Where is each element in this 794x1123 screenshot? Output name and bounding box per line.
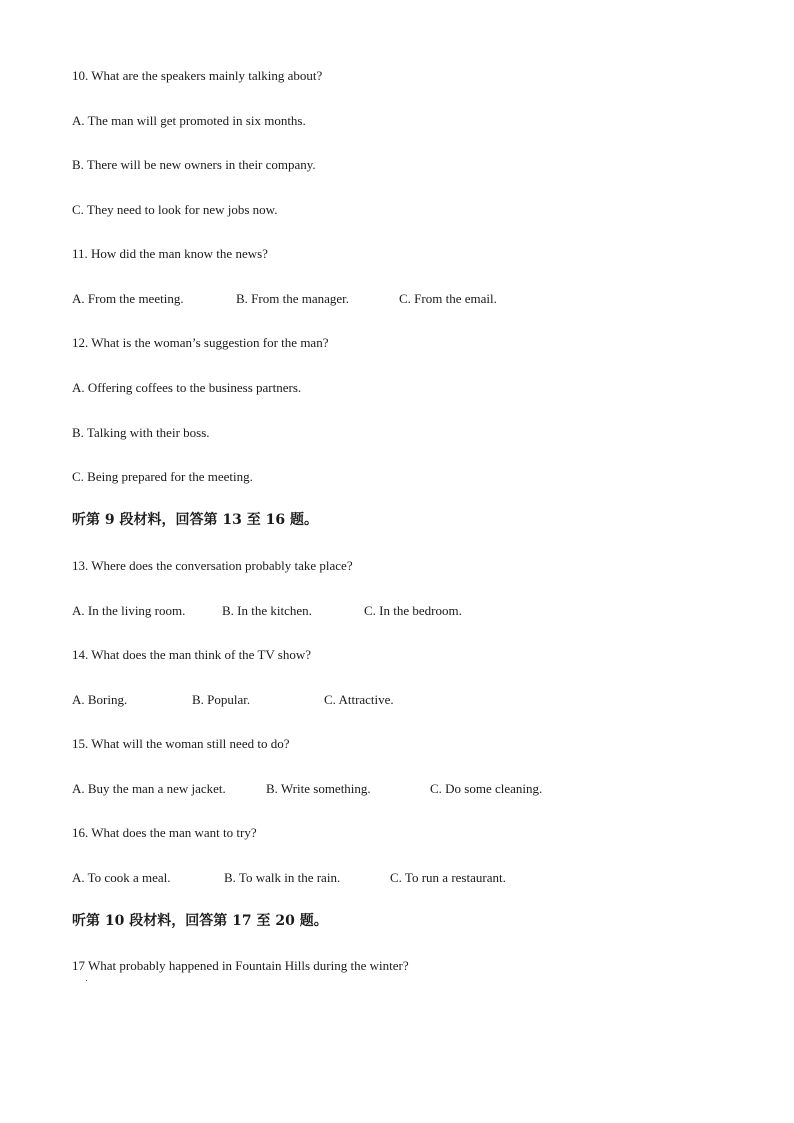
question-15-options bbox=[0, 781, 794, 797]
question-12-option-b: B. Talking with their boss. bbox=[72, 425, 210, 440]
question-13-option-b: B. In the kitchen. bbox=[222, 603, 312, 618]
question-11-option-a: A. From the meeting. bbox=[72, 291, 184, 306]
question-16-stem: 16. What does the man want to try? bbox=[72, 825, 257, 840]
question-13-stem: 13. Where does the conversation probably take place? bbox=[72, 558, 353, 573]
question-15-option-a: A. Buy the man a new jacket. bbox=[72, 781, 226, 796]
question-13-option-c: C. In the bedroom. bbox=[364, 603, 462, 618]
question-14-stem: 14. What does the man think of the TV show? bbox=[72, 647, 312, 662]
question-11-stem: 11. How did the man know the news? bbox=[72, 246, 268, 261]
section-heading-9: 听第 9 段材料，回答第 13 至 16 题。 bbox=[72, 512, 318, 528]
question-16-option-c: C. To run a restaurant. bbox=[390, 870, 506, 885]
question-16-options bbox=[0, 870, 794, 886]
question-17-stem: 17 What probably happened in Fountain Hills during the winter? bbox=[72, 958, 409, 973]
question-13-option-a: A. In the living room. bbox=[72, 603, 186, 618]
question-11-options bbox=[0, 291, 794, 307]
question-15-option-b: B. Write something. bbox=[266, 781, 371, 796]
question-13-options bbox=[0, 603, 794, 619]
question-15-option-c: C. Do some cleaning. bbox=[430, 781, 543, 796]
question-15-stem: 15. What will the woman still need to do? bbox=[72, 736, 290, 751]
question-16-option-b: B. To walk in the rain. bbox=[224, 870, 341, 885]
stray-mark bbox=[86, 980, 87, 981]
question-14-options bbox=[0, 692, 794, 708]
question-11-option-b: B. From the manager. bbox=[236, 291, 350, 306]
question-12-option-a: A. Offering coffees to the business partners. bbox=[72, 380, 302, 395]
question-12-stem: 12. What is the woman’s suggestion for the man? bbox=[72, 335, 329, 350]
section-heading-10: 听第 10 段材料，回答第 17 至 20 题。 bbox=[72, 913, 328, 929]
question-10-option-a: A. The man will get promoted in six months. bbox=[72, 113, 306, 128]
question-12-option-c: C. Being prepared for the meeting. bbox=[72, 469, 253, 484]
question-14-option-a: A. Boring. bbox=[72, 692, 128, 707]
question-16-option-a: A. To cook a meal. bbox=[72, 870, 171, 885]
question-10-option-b: B. There will be new owners in their company. bbox=[72, 157, 316, 172]
question-10-stem: 10. What are the speakers mainly talking about? bbox=[72, 68, 323, 83]
question-10-option-c: C. They need to look for new jobs now. bbox=[72, 202, 278, 217]
question-14-option-c: C. Attractive. bbox=[324, 692, 394, 707]
question-14-option-b: B. Popular. bbox=[192, 692, 251, 707]
question-11-option-c: C. From the email. bbox=[399, 291, 497, 306]
